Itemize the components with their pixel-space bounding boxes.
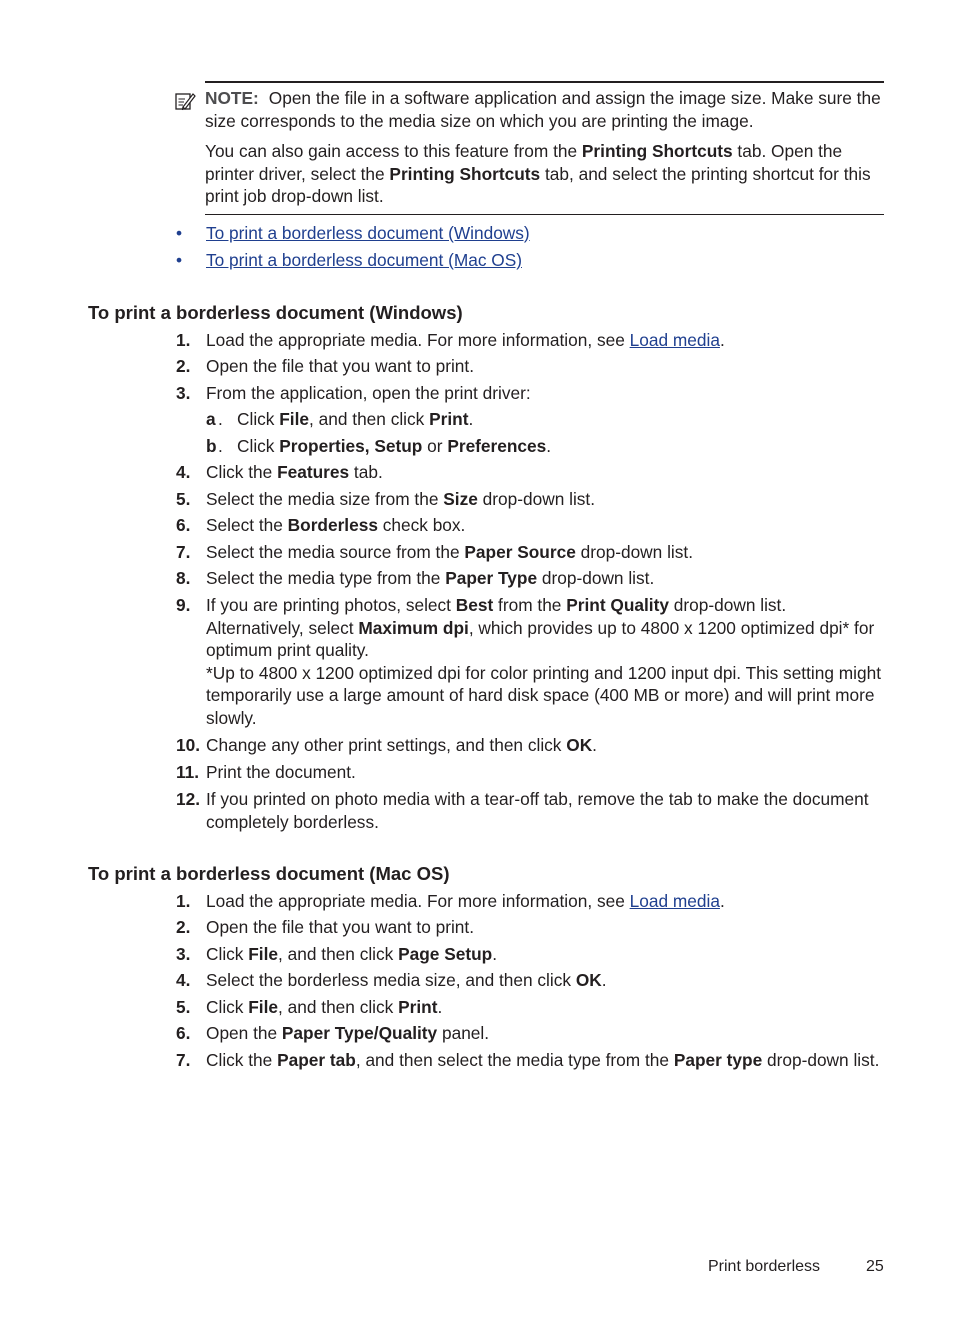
step-body <box>237 408 473 431</box>
step-body <box>206 488 886 511</box>
step-text: From the application, open the print driver: <box>206 383 531 403</box>
step-number: 1. <box>176 330 191 350</box>
sub-step-letter: a <box>206 409 216 429</box>
note-paragraph <box>205 87 885 132</box>
step-number: 5. <box>176 489 191 509</box>
step-text: Select the <box>206 515 288 535</box>
step-text: drop-down list. <box>575 542 693 562</box>
step-text: Load the appropriate media. For more information, see <box>206 330 630 350</box>
bold-term: Printing Shortcuts <box>389 163 541 184</box>
note-icon <box>174 90 196 112</box>
step-text: panel. <box>437 1023 490 1043</box>
load-media-link[interactable]: Load media <box>629 330 720 350</box>
bold-term: Borderless <box>287 515 378 535</box>
bold-term: Best <box>455 595 494 615</box>
bold-term: Maximum dpi <box>358 617 469 638</box>
bold-term: Print <box>429 409 469 429</box>
step-text: Open the <box>206 1023 282 1043</box>
load-media-link[interactable]: Load media <box>629 891 720 911</box>
step-text: . <box>546 436 552 456</box>
step-number: 6. <box>176 1023 191 1043</box>
step-text: Select the media type from the <box>206 568 446 588</box>
step-number: 3. <box>176 383 191 403</box>
step-text: . <box>492 944 498 964</box>
step-text: Print the document. <box>206 762 356 782</box>
bold-term: File <box>248 944 279 964</box>
step-text: tab. <box>349 462 383 482</box>
link-windows-section[interactable]: To print a borderless document (Windows) <box>206 223 530 243</box>
step-text: drop-down list. <box>762 1050 880 1070</box>
sub-step-letter: b <box>206 436 217 456</box>
step-number: 3. <box>176 944 191 964</box>
step-body <box>206 734 886 757</box>
step-text: drop-down list. Alternatively, select <box>206 595 787 638</box>
bold-term: Features <box>277 462 350 482</box>
footer-section-title: Print borderless <box>708 1258 821 1275</box>
bullet: • <box>176 223 183 243</box>
step-text: Click <box>237 409 280 429</box>
step-text: from the <box>493 595 567 615</box>
note-text: tab, and select the printing shortcut for this print job drop-down list. <box>205 163 871 206</box>
step-body <box>206 382 886 405</box>
step-number: 5. <box>176 997 191 1017</box>
step-body <box>206 1022 886 1045</box>
note-text: You can also gain access to this feature from the <box>205 141 582 161</box>
page-number: 25 <box>866 1258 884 1275</box>
step-text: , and then click <box>309 409 430 429</box>
step-body <box>206 594 886 729</box>
note-paragraph-2 <box>205 140 885 208</box>
section-heading-windows: To print a borderless document (Windows) <box>88 302 463 323</box>
step-text: , and then click <box>278 997 399 1017</box>
step-text: . <box>719 891 725 911</box>
step-text: Click <box>237 436 280 456</box>
bold-term: Preferences <box>447 436 547 456</box>
bold-term: Paper Source <box>464 542 576 562</box>
step-text: Click the <box>206 1050 278 1070</box>
step-text: check box. <box>377 515 466 535</box>
bold-term: File <box>279 409 310 429</box>
section-heading-mac: To print a borderless document (Mac OS) <box>88 863 450 884</box>
step-body <box>206 761 886 784</box>
step-text: drop-down list. <box>477 489 596 509</box>
step-text: If you printed on photo media with a tear-off tab, remove the tab to make the document completely borderless. <box>206 789 869 832</box>
step-body <box>206 890 886 913</box>
step-text: Select the borderless media size, and then click <box>206 970 576 990</box>
step-text: Click <box>206 997 249 1017</box>
step-body <box>206 996 886 1019</box>
step-body <box>206 541 886 564</box>
step-number: 2. <box>176 917 191 937</box>
step-text: . <box>437 997 443 1017</box>
step-text: Select the media size from the <box>206 489 444 509</box>
bold-term: Properties, Setup <box>279 436 423 456</box>
step-number: 12. <box>176 789 201 809</box>
step-footnote: *Up to 4800 x 1200 optimized dpi for color printing and 1200 input dpi. This setting might temporarily use a large amount of hard disk space (400 MB or more) and will print more slowly. <box>206 662 882 728</box>
step-number: 2. <box>176 356 191 376</box>
step-number: 6. <box>176 515 191 535</box>
note-label: NOTE: <box>205 88 259 108</box>
step-text: . <box>719 330 725 350</box>
sub-step-period: . <box>218 436 223 456</box>
step-number: 1. <box>176 891 191 911</box>
step-text: If you are printing photos, select <box>206 595 456 615</box>
step-number: 4. <box>176 462 191 482</box>
bold-term: Print Quality <box>566 595 669 615</box>
step-number: 10. <box>176 735 201 755</box>
step-text: Change any other print settings, and then click <box>206 735 567 755</box>
bold-term: OK <box>575 970 602 990</box>
step-text: , and then click <box>278 944 399 964</box>
step-body <box>206 355 886 378</box>
step-body <box>206 514 886 537</box>
bold-term: Paper type <box>673 1050 763 1070</box>
step-text: or <box>422 436 448 456</box>
step-text: . <box>468 409 474 429</box>
bullet: • <box>176 250 183 270</box>
bold-term: Printing Shortcuts <box>581 141 733 161</box>
note-text: Open the file in a software application and assign the image size. Make sure the size corresponds to the media size on which you are printing the image. <box>205 88 881 131</box>
step-body <box>237 435 551 458</box>
step-text: Select the media source from the <box>206 542 465 562</box>
bold-term: Paper Type <box>445 568 538 588</box>
step-text: Click the <box>206 462 278 482</box>
step-text: , which provides up to 4800 x 1200 optimized dpi* for optimum print quality. <box>206 617 875 660</box>
step-text: , and then select the media type from the <box>355 1050 674 1070</box>
bold-term: Size <box>443 489 478 509</box>
step-text: Open the file that you want to print. <box>206 917 475 937</box>
bold-term: Page Setup <box>398 944 493 964</box>
step-body <box>206 969 886 992</box>
step-number: 7. <box>176 542 191 562</box>
step-text: drop-down list. <box>537 568 655 588</box>
bold-term: Print <box>398 997 438 1017</box>
bold-term: OK <box>566 735 593 755</box>
step-text: Click <box>206 944 249 964</box>
note-text: tab. Open the printer driver, select the <box>205 141 843 184</box>
step-text: Load the appropriate media. For more information, see <box>206 891 630 911</box>
step-body <box>206 461 886 484</box>
bold-term: File <box>248 997 279 1017</box>
note-bottom-rule <box>205 214 884 215</box>
step-number: 8. <box>176 568 191 588</box>
step-number: 9. <box>176 595 191 615</box>
step-text: . <box>601 970 607 990</box>
step-body <box>206 329 886 352</box>
step-body <box>206 916 886 939</box>
step-number: 7. <box>176 1050 191 1070</box>
step-text: . <box>592 735 597 755</box>
step-number: 4. <box>176 970 191 990</box>
bold-term: Paper Type/Quality <box>281 1023 438 1043</box>
step-body <box>206 943 886 966</box>
step-body <box>206 1049 886 1072</box>
note-top-rule <box>205 81 884 83</box>
step-number: 11. <box>176 762 200 782</box>
bold-term: Paper tab <box>277 1050 356 1070</box>
link-mac-section[interactable]: To print a borderless document (Mac OS) <box>206 250 522 270</box>
step-text: Open the file that you want to print. <box>206 356 475 376</box>
step-body <box>206 788 886 833</box>
step-body <box>206 567 886 590</box>
sub-step-period: . <box>218 409 223 429</box>
